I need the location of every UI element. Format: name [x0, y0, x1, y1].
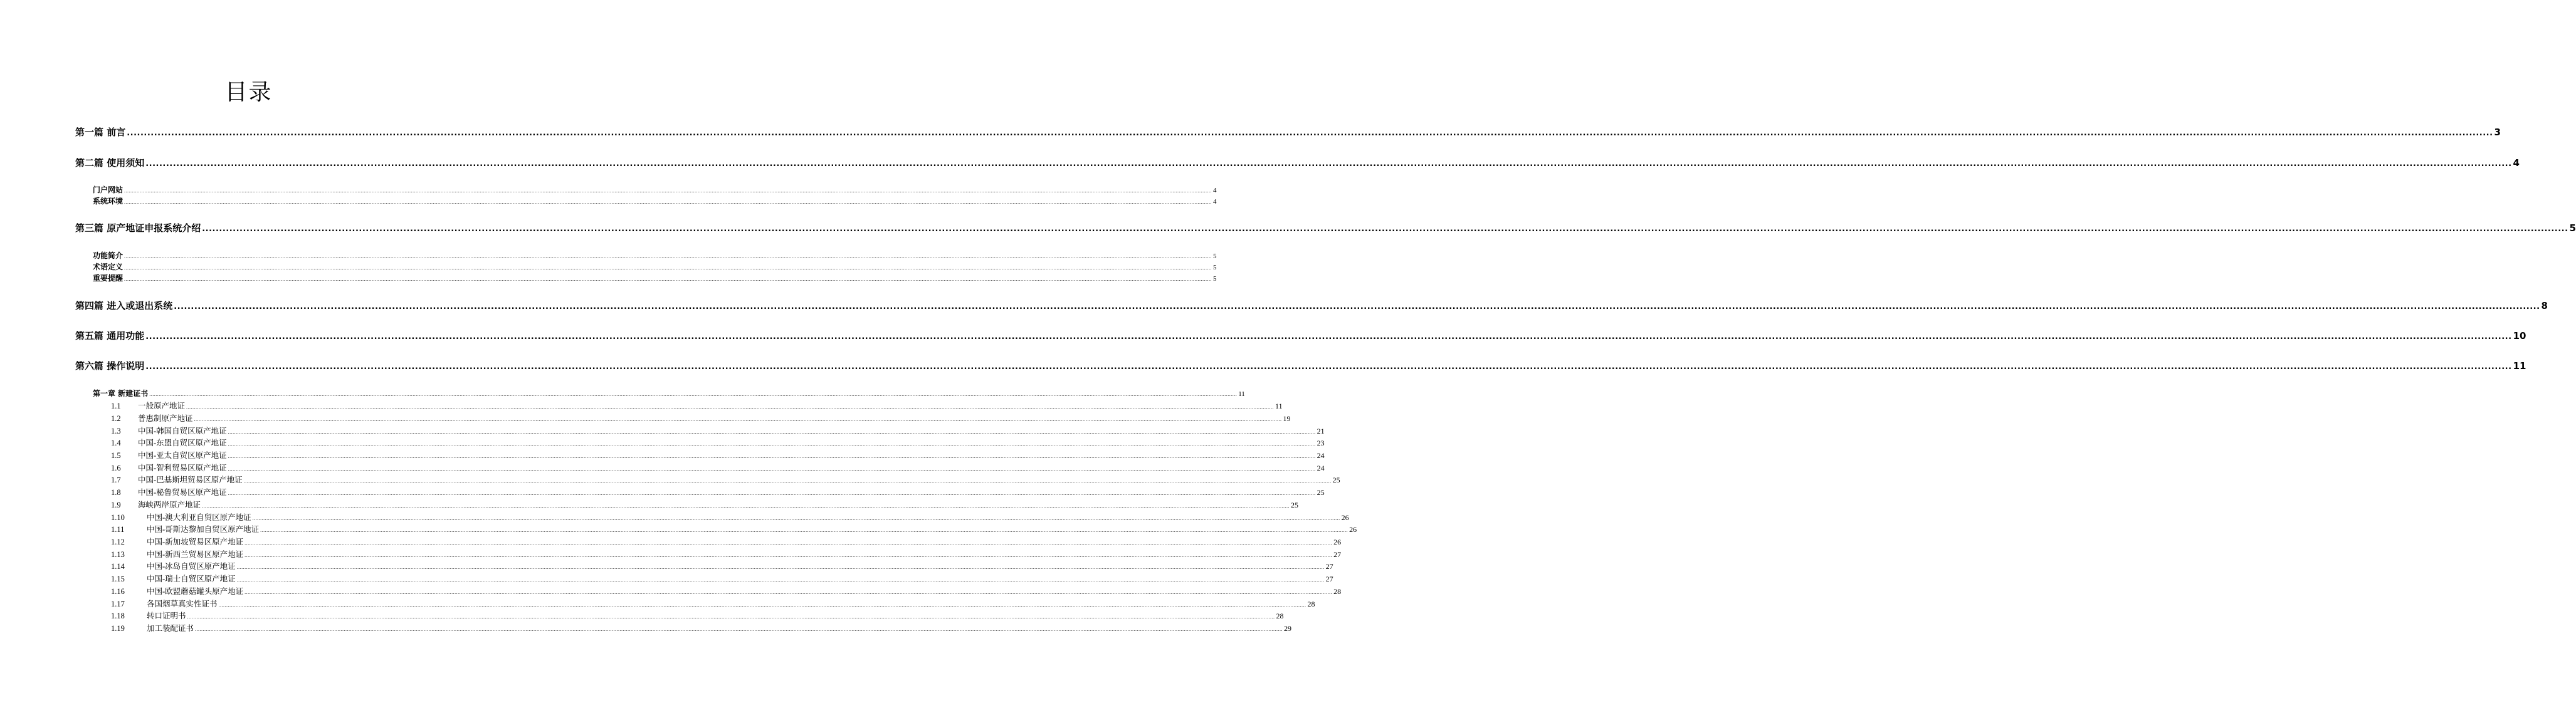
toc-entry-label: 中国-冰岛自贸区原产地证 [147, 562, 236, 571]
toc-section-number: 1.13 [111, 550, 125, 559]
toc-section-number: 1.7 [111, 476, 121, 484]
toc-section-number: 1.9 [111, 501, 121, 509]
toc-leader-dots: ...................................................................................................................................................................................................................................................................................................................................................................................................................................................................................................................................................................................................................................................................................................................... [236, 565, 1325, 570]
toc-leader-dots: ...................................................................................................................................................................................................................................................................................................................................................................................................................................................................................................................................................................................................................................................................................................................... [195, 627, 1283, 632]
toc-entry-page: 11 [1238, 390, 1245, 398]
toc-entry-part-3[interactable] [75, 221, 2576, 236]
toc-leader-dots: ...................................................................................................................................................................................................................................................................................................................................................................................................................................................................................................................................................................................................................................................................................................................... [244, 540, 1333, 546]
toc-entry-label: 中国-哥斯达黎加自贸区原产地证 [147, 525, 260, 534]
toc-section-number: 1.6 [111, 464, 121, 472]
toc-leader-dots: ...................................................................................................................................................................................................................................................................................................................................................................................................................................................................................................................................................................................................................................................................................................................... [145, 362, 2512, 372]
toc-entry-page: 26 [1349, 525, 1357, 534]
toc-entry-page: 24 [1317, 451, 1325, 460]
toc-entry-section[interactable] [111, 598, 1315, 609]
toc-entry-page: 4 [1213, 187, 1217, 194]
toc-entry-section[interactable] [111, 523, 1357, 534]
toc-section-number: 1.4 [111, 439, 121, 447]
toc-leader-dots: ...................................................................................................................................................................................................................................................................................................................................................................................................................................................................................................................................................................................................................................................................................................................... [124, 199, 1212, 205]
toc-entry-part-6[interactable] [75, 359, 2526, 374]
toc-entry-part-5[interactable] [75, 329, 2526, 344]
toc-entry-label: 中国-澳大利亚自贸区原产地证 [147, 513, 251, 522]
toc-entry-label: 转口证明书 [147, 612, 186, 620]
toc-entry-section[interactable] [111, 573, 1333, 584]
toc-leader-dots: ...................................................................................................................................................................................................................................................................................................................................................................................................................................................................................................................................................................................................................................................................................................................... [149, 392, 1238, 397]
toc-entry-label: 功能简介 [93, 251, 124, 260]
toc-entry-page: 5 [2569, 222, 2576, 234]
toc-entry-label: 各国烟草真实性证书 [147, 600, 218, 608]
toc-entry-section[interactable] [111, 449, 1325, 461]
toc-entry-page: 24 [1317, 464, 1325, 472]
toc-leader-dots: ...................................................................................................................................................................................................................................................................................................................................................................................................................................................................................................................................................................................................................................................................................................................... [260, 528, 1348, 533]
toc-leader-dots: ...................................................................................................................................................................................................................................................................................................................................................................................................................................................................................................................................................................................................................................................................................................................... [218, 602, 1306, 608]
toc-entry-page: 4 [1213, 198, 1217, 206]
toc-leader-dots: ...................................................................................................................................................................................................................................................................................................................................................................................................................................................................................................................................................................................................................................................................................................................... [236, 577, 1325, 583]
toc-leader-dots: ...................................................................................................................................................................................................................................................................................................................................................................................................................................................................................................................................................................................................................................................................................................................... [194, 417, 1282, 422]
toc-leader-dots: ...................................................................................................................................................................................................................................................................................................................................................................................................................................................................................................................................................................................................................................................................................................................... [252, 516, 1340, 521]
toc-leader-dots: ...................................................................................................................................................................................................................................................................................................................................................................................................................................................................................................................................................................................................................................................................................................................... [228, 429, 1316, 435]
toc-entry-section[interactable] [111, 425, 1325, 436]
toc-entry-section[interactable] [111, 511, 1349, 523]
toc-entry-label: 第六篇 操作说明 [75, 360, 145, 372]
toc-entry-page: 26 [1333, 538, 1342, 546]
toc-section-number: 1.14 [111, 562, 125, 571]
toc-entry-page: 19 [1283, 414, 1291, 423]
toc-entry-important-notice[interactable] [93, 273, 1217, 284]
toc-entry-page: 27 [1333, 550, 1342, 559]
toc-entry-label: 第一章 新建证书 [93, 389, 149, 398]
toc-entry-section[interactable] [111, 412, 1291, 424]
toc-leader-dots: ...................................................................................................................................................................................................................................................................................................................................................................................................................................................................................................................................................................................................................................................................................................................... [228, 491, 1316, 496]
toc-entry-page: 5 [1213, 253, 1217, 260]
toc-entry-label: 门户网站 [93, 185, 124, 194]
toc-section-number: 1.5 [111, 451, 121, 460]
toc-entry-section[interactable] [111, 462, 1325, 473]
toc-entry-page: 28 [1333, 587, 1342, 596]
toc-leader-dots: ...................................................................................................................................................................................................................................................................................................................................................................................................................................................................................................................................................................................................................................................................................................................... [124, 276, 1212, 282]
toc-leader-dots: ...................................................................................................................................................................................................................................................................................................................................................................................................................................................................................................................................................................................................................................................................................................................... [124, 188, 1212, 194]
toc-entry-page: 3 [2494, 127, 2501, 138]
toc-entry-page: 8 [2541, 300, 2548, 311]
toc-entry-label: 中国-东盟自贸区原产地证 [138, 439, 227, 447]
toc-leader-dots: ...................................................................................................................................................................................................................................................................................................................................................................................................................................................................................................................................................................................................................................................................................................................... [186, 404, 1275, 410]
toc-section-number: 1.18 [111, 612, 125, 620]
toc-title: 目录 [224, 80, 273, 105]
toc-section-number: 1.3 [111, 427, 121, 435]
toc-entry-page: 27 [1325, 575, 1333, 583]
toc-entry-label: 第四篇 进入或退出系统 [75, 300, 173, 311]
toc-entry-chapter-1[interactable] [93, 388, 1245, 399]
toc-entry-page: 27 [1325, 562, 1333, 571]
toc-entry-section[interactable] [111, 486, 1325, 497]
toc-section-number: 1.19 [111, 624, 125, 633]
toc-entry-label: 第三篇 原产地证申报系统介绍 [75, 222, 201, 234]
toc-entry-label: 第五篇 通用功能 [75, 330, 145, 341]
toc-entry-label: 第二篇 使用须知 [75, 157, 145, 169]
toc-entry-label: 中国-亚太自贸区原产地证 [138, 451, 227, 460]
toc-entry-glossary[interactable] [93, 261, 1217, 273]
toc-section-number: 1.12 [111, 538, 125, 546]
toc-entry-label: 中国-瑞士自贸区原产地证 [147, 575, 236, 583]
toc-entry-section[interactable] [111, 622, 1292, 633]
toc-entry-label: 中国-秘鲁贸易区原产地证 [138, 488, 227, 497]
toc-entry-page: 10 [2513, 330, 2526, 341]
toc-leader-dots: ...................................................................................................................................................................................................................................................................................................................................................................................................................................................................................................................................................................................................................................................................................................................... [187, 614, 1275, 620]
toc-entry-label: 中国-韩国自贸区原产地证 [138, 427, 227, 435]
toc-entry-part-1[interactable] [75, 125, 2501, 140]
toc-entry-page: 26 [1341, 513, 1349, 522]
toc-entry-page: 25 [1317, 488, 1325, 497]
toc-entry-page: 23 [1317, 439, 1325, 447]
toc-entry-page: 11 [1275, 402, 1283, 410]
toc-entry-label: 加工装配证书 [147, 624, 194, 633]
toc-section-number: 1.1 [111, 402, 121, 410]
toc-entry-section[interactable] [111, 437, 1325, 448]
toc-entry-page: 4 [2513, 157, 2520, 169]
toc-entry-section[interactable] [111, 610, 1284, 621]
toc-leader-dots: ...................................................................................................................................................................................................................................................................................................................................................................................................................................................................................................................................................................................................................................................................................................................... [145, 332, 2512, 341]
toc-entry-label: 海峡两岸原产地证 [138, 501, 201, 509]
toc-leader-dots: ...................................................................................................................................................................................................................................................................................................................................................................................................................................................................................................................................................................................................................................................................................................................... [124, 265, 1212, 271]
toc-entry-page: 25 [1291, 501, 1299, 509]
toc-entry-page: 11 [2513, 360, 2526, 372]
toc-entry-section[interactable] [111, 560, 1333, 571]
toc-entry-page: 5 [1213, 264, 1217, 271]
toc-entry-page: 25 [1332, 476, 1340, 484]
toc-section-number: 1.16 [111, 587, 125, 596]
toc-leader-dots: ...................................................................................................................................................................................................................................................................................................................................................................................................................................................................................................................................................................................................................................................................................................................... [202, 503, 1290, 509]
toc-entry-label: 一般原产地证 [138, 402, 186, 410]
toc-entry-system-environment[interactable] [93, 195, 1217, 207]
toc-leader-dots: ...................................................................................................................................................................................................................................................................................................................................................................................................................................................................................................................................................................................................................................................................................................................... [228, 454, 1316, 459]
toc-section-number: 1.10 [111, 513, 125, 522]
toc-leader-dots: ...................................................................................................................................................................................................................................................................................................................................................................................................................................................................................................................................................................................................................................................................................................................... [174, 302, 2540, 311]
toc-entry-feature-intro[interactable] [93, 250, 1217, 261]
toc-section-number: 1.15 [111, 575, 125, 583]
toc-entry-label: 系统环境 [93, 197, 124, 206]
toc-entry-portal-site[interactable] [93, 184, 1217, 195]
toc-entry-label: 中国-智利贸易区原产地证 [138, 464, 227, 472]
toc-entry-label: 中国-巴基斯坦贸易区原产地证 [138, 476, 243, 484]
toc-entry-label: 术语定义 [93, 263, 124, 271]
toc-entry-section[interactable] [111, 499, 1299, 510]
toc-entry-page: 21 [1317, 427, 1325, 435]
toc-leader-dots: ...................................................................................................................................................................................................................................................................................................................................................................................................................................................................................................................................................................................................................................................................................................................... [243, 478, 1332, 484]
toc-entry-section[interactable] [111, 536, 1342, 547]
toc-section-number: 1.11 [111, 525, 125, 534]
toc-entry-label: 中国-新西兰贸易区原产地证 [147, 550, 244, 559]
toc-section-number: 1.2 [111, 414, 121, 423]
toc-leader-dots: ...................................................................................................................................................................................................................................................................................................................................................................................................................................................................................................................................................................................................................................................................................................................... [145, 159, 2512, 169]
toc-entry-section[interactable] [111, 548, 1342, 560]
toc-entry-page: 29 [1284, 624, 1292, 633]
toc-entry-page: 28 [1276, 612, 1284, 620]
toc-entry-part-2[interactable] [75, 156, 2520, 171]
toc-entry-label: 重要提醒 [93, 274, 124, 283]
toc-entry-label: 第一篇 前言 [75, 127, 126, 138]
toc-entry-section[interactable] [111, 474, 1340, 485]
toc-entry-section[interactable] [111, 585, 1342, 596]
toc-leader-dots: ...................................................................................................................................................................................................................................................................................................................................................................................................................................................................................................................................................................................................................................................................................................................... [202, 224, 2568, 234]
toc-leader-dots: ...................................................................................................................................................................................................................................................................................................................................................................................................................................................................................................................................................................................................................................................................................................................... [244, 590, 1333, 595]
toc-leader-dots: ...................................................................................................................................................................................................................................................................................................................................................................................................................................................................................................................................................................................................................................................................................................................... [228, 466, 1316, 472]
toc-entry-page: 28 [1307, 600, 1315, 608]
toc-entry-part-4[interactable] [75, 299, 2548, 314]
toc-entry-page: 5 [1213, 275, 1217, 283]
toc-entry-section[interactable] [111, 400, 1283, 411]
toc-section-number: 1.17 [111, 600, 125, 608]
toc-entry-label: 中国-欧盟蘑菇罐头原产地证 [147, 587, 244, 596]
toc-entry-label: 普惠制原产地证 [138, 414, 193, 423]
toc-entry-label: 中国-新加坡贸易区原产地证 [147, 538, 244, 546]
toc-section-number: 1.8 [111, 488, 121, 497]
toc-leader-dots: ...................................................................................................................................................................................................................................................................................................................................................................................................................................................................................................................................................................................................................................................................................................................... [124, 254, 1212, 259]
toc-leader-dots: ...................................................................................................................................................................................................................................................................................................................................................................................................................................................................................................................................................................................................................................................................................................................... [228, 441, 1316, 447]
toc-leader-dots: ...................................................................................................................................................................................................................................................................................................................................................................................................................................................................................................................................................................................................................................................................................................................... [127, 128, 2493, 138]
toc-leader-dots: ...................................................................................................................................................................................................................................................................................................................................................................................................................................................................................................................................................................................................................................................................................................................... [244, 553, 1333, 558]
